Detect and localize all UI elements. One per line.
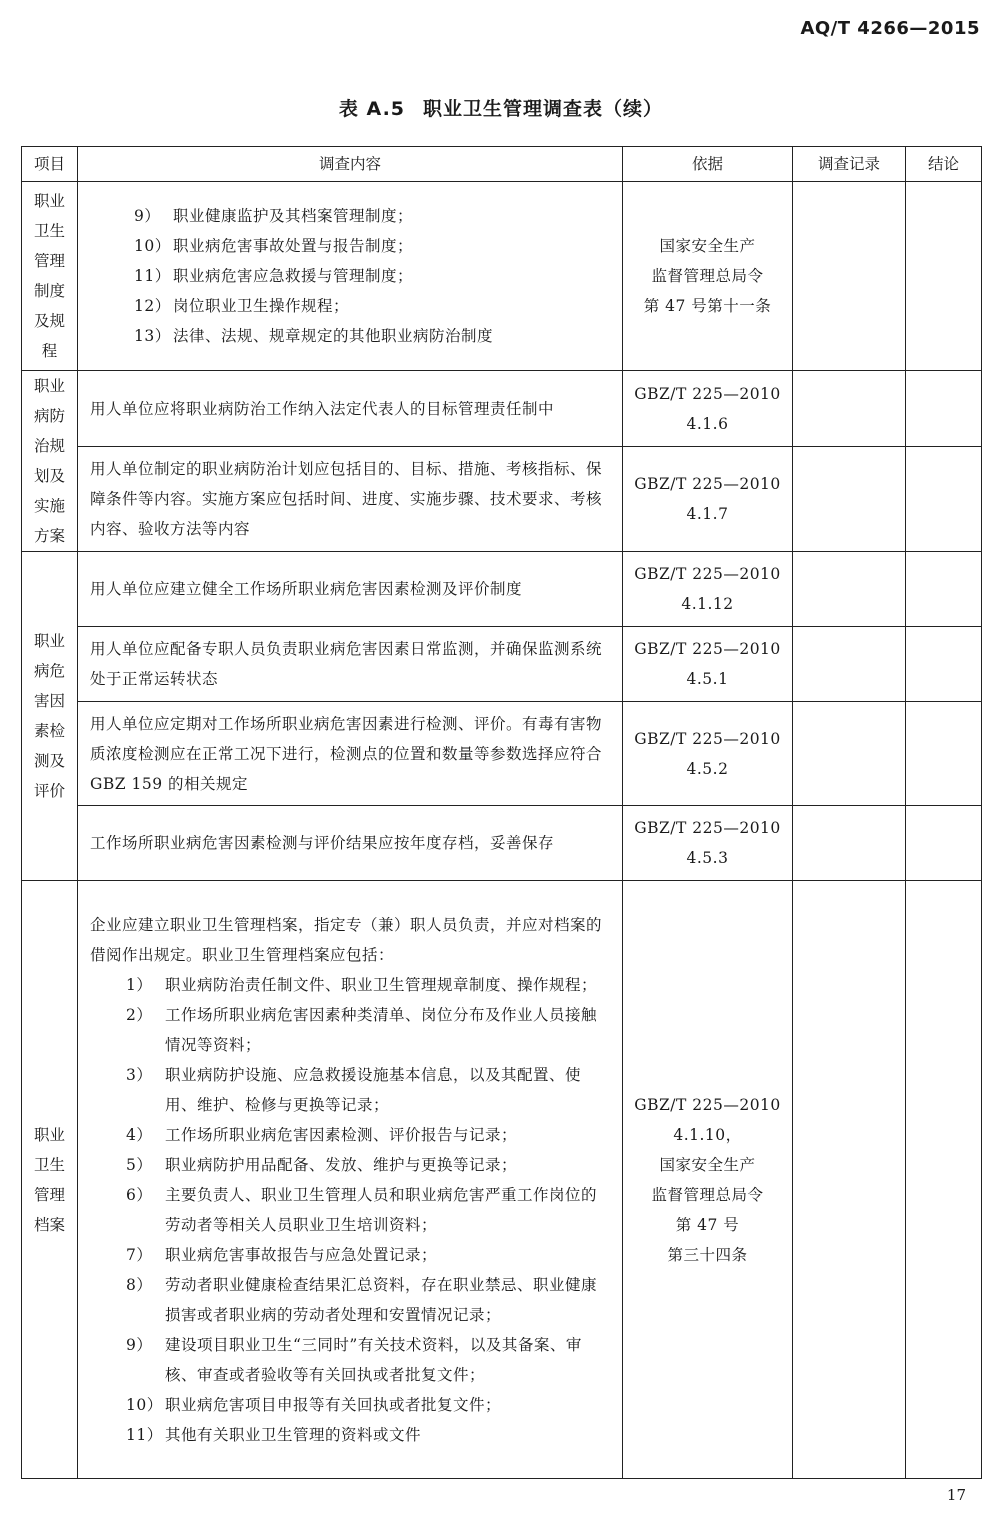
list-item: 11） 职业病危害应急救援与管理制度； [134,267,414,285]
table-row [22,371,982,447]
list-item: 8） 劳动者职业健康检查结果汇总资料，存在职业禁忌、职业健康损害或者职业病的劳动者处理和安置情况记录； [126,1275,598,1324]
column-header-record: 调查记录 [793,147,906,182]
list-item: 1） 职业病防治责任制文件、职业卫生管理规章制度、操作规程； [126,975,598,994]
record-cell [793,702,906,806]
list-item: 10） 职业病危害事故处置与报告制度； [134,237,414,255]
column-header-item: 项目 [22,147,78,182]
table-row [22,627,982,702]
basis-cell: GBZ/T 225—2010 4.1.10， 国家安全生产 监督管理总局令 第 47 号 第三十四条 [623,881,793,1479]
list-item: 4） 工作场所职业病危害因素检测、评价报告与记录； [126,1125,518,1144]
record-cell [793,447,906,552]
basis-cell: GBZ/T 225—2010 4.5.3 [623,806,793,881]
item-cell: 职业卫生管理档案 [22,881,78,1479]
column-header-basis: 依据 [623,147,793,182]
record-cell [793,182,906,371]
content-cell [78,881,623,1479]
table-number: 表 A.5 [338,98,406,120]
list-item: 11） 其他有关职业卫生管理的资料或文件 [126,1425,422,1444]
basis-cell: GBZ/T 225—2010 4.5.1 [623,627,793,702]
conclusion-cell [906,182,982,371]
table-row [22,881,982,1479]
item-cell: 职业病防治规划及实施方案 [22,371,78,552]
page-number: 17 [946,1486,966,1504]
list-item: 13） 法律、法规、规章规定的其他职业病防治制度 [134,327,494,345]
archive-intro: 企业应建立职业卫生管理档案，指定专（兼）职人员负责，并应对档案的借阅作出规定。职业卫生管理档案应包括： [90,915,603,964]
item-cell: 职业病危害因素检测及评价 [22,552,78,881]
list-item: 12） 岗位职业卫生操作规程； [134,297,350,315]
list-item: 3） 职业病防护设施、应急救援设施基本信息，以及其配置、使用、维护、检修与更换等记录； [126,1065,582,1114]
basis-cell: GBZ/T 225—2010 4.1.12 [623,552,793,627]
conclusion-cell [906,627,982,702]
table-row [22,552,982,627]
table-title [0,94,1002,121]
conclusion-cell [906,371,982,447]
record-cell [793,806,906,881]
column-header-content: 调查内容 [78,147,623,182]
basis-cell: GBZ/T 225—2010 4.5.2 [623,702,793,806]
list-item: 7） 职业病危害事故报告与应急处置记录； [126,1245,438,1264]
record-cell [793,371,906,447]
content-cell: 用人单位应配备专职人员负责职业病危害因素日常监测，并确保监测系统处于正常运转状态 [78,627,623,702]
document-code: AQ/T 4266—2015 [800,18,980,39]
content-cell [78,182,623,371]
list-item: 9） 职业健康监护及其档案管理制度； [134,207,414,225]
record-cell [793,627,906,702]
basis-cell: GBZ/T 225—2010 4.1.7 [623,447,793,552]
record-cell [793,881,906,1479]
table-row [22,182,982,371]
basis-cell: 国家安全生产 监督管理总局令 第 47 号第十一条 [623,182,793,371]
list-item: 10） 职业病危害项目申报等有关回执或者批复文件； [126,1395,502,1414]
table-header-row [22,147,982,182]
content-cell: 工作场所职业病危害因素检测与评价结果应按年度存档，妥善保存 [78,806,623,881]
conclusion-cell [906,702,982,806]
record-cell [793,552,906,627]
list-item: 6） 主要负责人、职业卫生管理人员和职业病危害严重工作岗位的劳动者等相关人员职业卫生培训资料； [126,1185,598,1234]
content-cell: 用人单位应建立健全工作场所职业病危害因素检测及评价制度 [78,552,623,627]
conclusion-cell [906,881,982,1479]
table-row [22,806,982,881]
item-cell: 职业卫生管理制度及规程 [22,182,78,371]
table-title-text: 职业卫生管理调查表（续） [423,98,664,120]
list-item: 9） 建设项目职业卫生“三同时”有关技术资料，以及其备案、审核、审查或者验收等有关回执或者批复文件； [126,1335,582,1384]
conclusion-cell [906,806,982,881]
basis-cell: GBZ/T 225—2010 4.1.6 [623,371,793,447]
content-cell: 用人单位制定的职业病防治计划应包括目的、目标、措施、考核指标、保障条件等内容。实施方案应包括时间、进度、实施步骤、技术要求、考核内容、验收方法等内容 [78,447,623,552]
survey-table [21,146,982,1479]
content-cell: 用人单位应将职业病防治工作纳入法定代表人的目标管理责任制中 [78,371,623,447]
table-row [22,702,982,806]
column-header-conclusion: 结论 [906,147,982,182]
conclusion-cell [906,552,982,627]
list-item: 2） 工作场所职业病危害因素种类清单、岗位分布及作业人员接触情况等资料； [126,1005,598,1054]
list-item: 5） 职业病防护用品配备、发放、维护与更换等记录； [126,1155,518,1174]
conclusion-cell [906,447,982,552]
table-row [22,447,982,552]
content-cell: 用人单位应定期对工作场所职业病危害因素进行检测、评价。有毒有害物质浓度检测应在正常工况下进行，检测点的位置和数量等参数选择应符合 GBZ 159 的相关规定 [78,702,623,806]
